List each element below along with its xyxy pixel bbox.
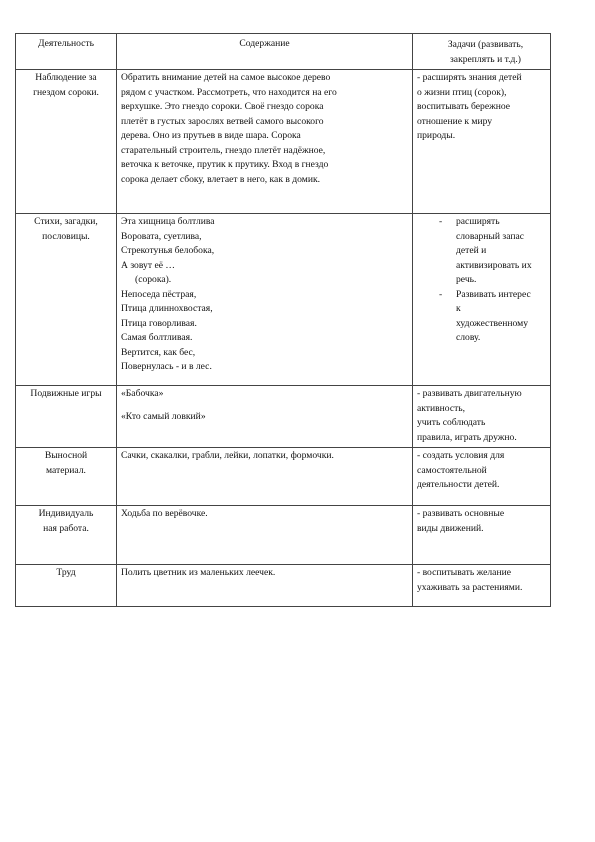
content-line: веточка к веточке, прутик к прутику. Вход в гнездо xyxy=(121,159,329,170)
task-line: природы. xyxy=(417,130,456,141)
poem-line: Непоседа пёстрая, xyxy=(121,288,197,300)
activity-text: Подвижные игры xyxy=(30,388,102,399)
task-bullet-item xyxy=(439,288,546,346)
tasks-cell xyxy=(413,386,551,448)
content-cell xyxy=(117,565,413,607)
content-line: Обратить внимание детей на самое высокое дерево xyxy=(121,72,331,83)
task-line: активизировать их xyxy=(456,259,532,271)
activity-cell xyxy=(16,214,117,386)
task-line: - расширять xyxy=(456,216,500,227)
content-cell xyxy=(117,214,413,386)
content-line: старательный строитель, гнездо плетёт надёжное, xyxy=(121,144,326,156)
task-line: детей и xyxy=(456,245,487,256)
poem-line: А зовут её … xyxy=(121,259,175,271)
poem-line: Вертится, как бес, xyxy=(121,346,196,358)
task-line: речь. xyxy=(456,274,477,285)
task-line: к xyxy=(456,303,461,314)
header-tasks-text: Задачи (развивать, закреплять и т.д.) xyxy=(447,39,524,65)
content-line: «Бабочка» xyxy=(121,388,164,399)
table-row xyxy=(16,506,551,565)
task-line: - развивать двигательную xyxy=(417,388,522,399)
table-header-row xyxy=(16,34,551,70)
task-line: - расширять знания детей xyxy=(417,72,522,83)
task-bullet-item xyxy=(439,215,546,288)
poem-line: (сорока). xyxy=(135,274,172,285)
header-tasks xyxy=(413,34,551,70)
poem-line: Птица говорливая. xyxy=(121,317,197,329)
spacer xyxy=(121,402,408,410)
task-line: словарный запас xyxy=(456,230,524,242)
poem-line: Птица длиннохвостая, xyxy=(121,303,213,314)
content-line: Полить цветник из маленьких леечек. xyxy=(121,567,276,578)
task-line: - Развивать интерес xyxy=(456,288,531,300)
task-line: отношение к миру xyxy=(417,115,493,127)
poem-line: Стрекотунья белобока, xyxy=(121,245,215,256)
task-line: самостоятельной xyxy=(417,464,487,476)
content-line: «Кто самый ловкий» xyxy=(121,410,206,422)
table-row xyxy=(16,214,551,386)
table-row xyxy=(16,70,551,214)
table-row xyxy=(16,386,551,448)
activity-text: Труд xyxy=(56,567,76,578)
task-line: художественному xyxy=(456,317,528,329)
activity-text: Стихи, загадки, пословицы. xyxy=(34,216,98,242)
activity-cell xyxy=(16,386,117,448)
table-row xyxy=(16,565,551,607)
task-line: - развивать основные xyxy=(417,508,505,519)
tasks-cell xyxy=(413,506,551,565)
poem-line: Эта хищница болтлива xyxy=(121,216,215,227)
activity-text: Индивидуаль ная работа. xyxy=(38,508,94,534)
content-line: плетёт в густых зарослях ветвей самого высокого xyxy=(121,115,324,127)
activity-cell xyxy=(16,565,117,607)
poem-line: Воровата, суетлива, xyxy=(121,230,202,242)
content-line: дерева. Оно из прутьев в виде шара. Сорока xyxy=(121,130,301,141)
tasks-cell xyxy=(413,565,551,607)
activity-text: Наблюдение за гнездом сороки. xyxy=(33,72,99,98)
content-line: сорока делает сбоку, влетает в него, как в домик. xyxy=(121,173,321,185)
content-cell xyxy=(117,386,413,448)
task-bullet-list xyxy=(417,215,546,346)
task-line: - воспитывать желание xyxy=(417,567,511,578)
activity-cell xyxy=(16,70,117,214)
task-line: ухаживать за растениями. xyxy=(417,581,523,593)
task-line: о жизни птиц (сорок), xyxy=(417,86,507,98)
content-cell xyxy=(117,448,413,506)
content-line: рядом с участком. Рассмотреть, что находится на его xyxy=(121,86,337,98)
activity-plan-table xyxy=(15,33,551,607)
task-line: активность, xyxy=(417,402,466,414)
tasks-cell xyxy=(413,448,551,506)
poem-line: Повернулась - и в лес. xyxy=(121,361,212,372)
content-line: Ходьба по верёвочке. xyxy=(121,508,208,519)
task-line: деятельности детей. xyxy=(417,479,500,490)
activity-cell xyxy=(16,506,117,565)
content-line: Сачки, скакалки, грабли, лейки, лопатки, формочки. xyxy=(121,450,334,461)
task-line: правила, играть дружно. xyxy=(417,431,517,443)
content-line: верхушке. Это гнездо сороки. Своё гнездо сорока xyxy=(121,101,324,112)
poem-line: Самая болтливая. xyxy=(121,332,193,343)
tasks-cell xyxy=(413,214,551,386)
header-content: Содержание xyxy=(117,34,413,70)
content-cell xyxy=(117,506,413,565)
task-line: воспитывать бережное xyxy=(417,101,511,112)
task-line: учить соблюдать xyxy=(417,417,486,428)
content-cell xyxy=(117,70,413,214)
table-row xyxy=(16,448,551,506)
task-line: виды движений. xyxy=(417,522,484,534)
tasks-cell xyxy=(413,70,551,214)
header-activity: Деятельность xyxy=(16,34,117,70)
task-line: слову. xyxy=(456,332,481,343)
activity-text: Выносной материал. xyxy=(44,450,88,476)
activity-cell xyxy=(16,448,117,506)
task-line: - создать условия для xyxy=(417,450,505,461)
